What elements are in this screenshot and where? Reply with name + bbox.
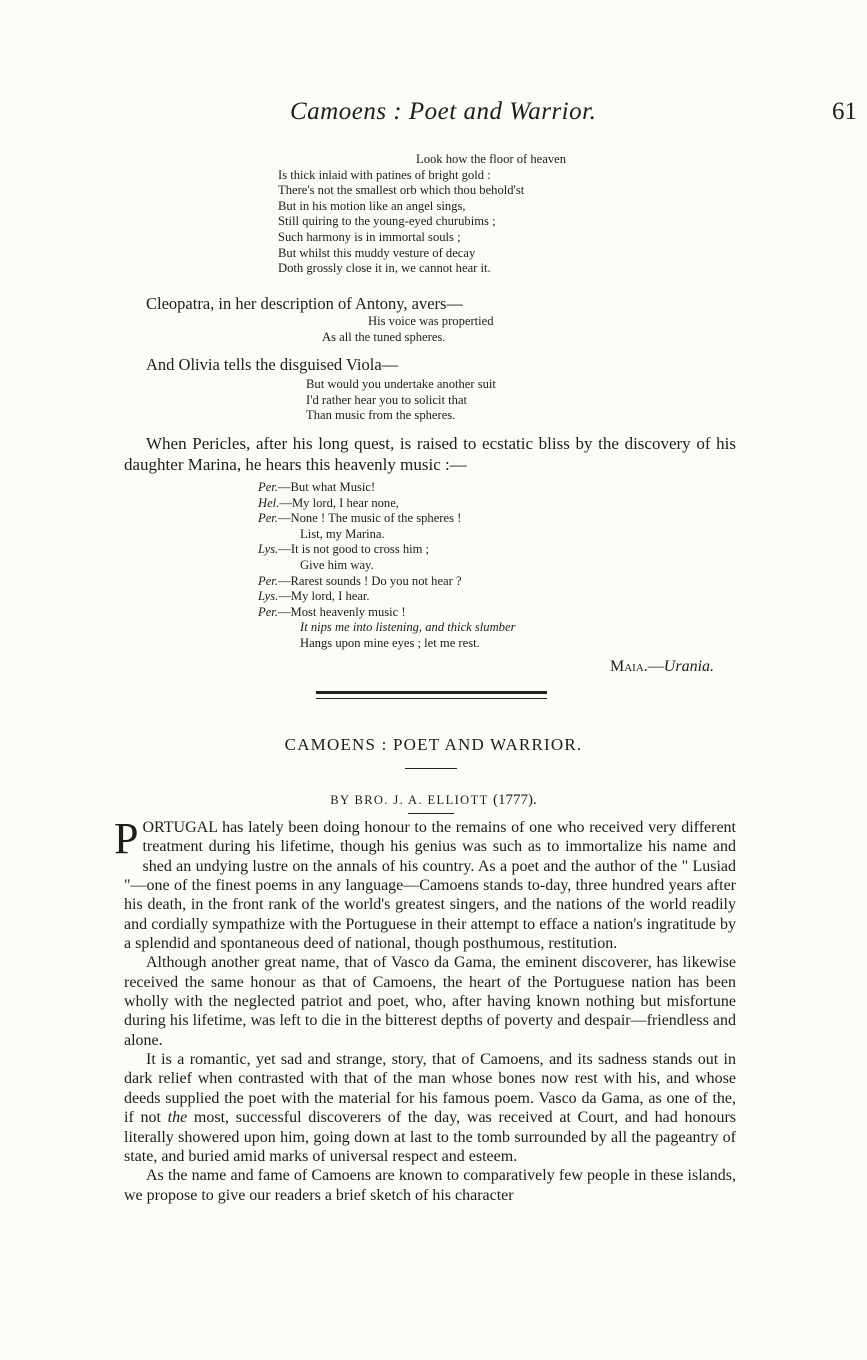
emphasis-text: the <box>167 1109 188 1127</box>
poem-line: But whilst this muddy vesture of decay <box>278 245 476 260</box>
speaker: Lys. <box>258 542 279 557</box>
dialogue-line <box>258 605 515 621</box>
speaker: Hel. <box>258 495 280 510</box>
page-number: 61 <box>832 98 857 125</box>
speaker: Per. <box>258 480 278 494</box>
olivia-intro: And Olivia tells the disguised Viola— <box>146 355 399 374</box>
dialogue-text: —Most heavenly music ! <box>277 604 406 619</box>
poem-line: Doth grossly close it in, we cannot hear it. <box>278 261 491 276</box>
dialogue-line <box>258 636 515 652</box>
quote-line: His voice was propertied <box>368 314 494 328</box>
article-paragraph <box>114 814 736 953</box>
dialogue-line <box>258 620 515 636</box>
speaker: Per. <box>258 604 278 619</box>
byline-text: BY BRO. J. A. ELLIOTT <box>330 793 489 807</box>
byline-number: (1777). <box>493 792 537 808</box>
paragraph-text: It is a romantic, yet sad and strange, story, that of Camoens, and its sadness stands out in dark relief when contrasted with that of the man whose bones now rest with his, and whose deeds supplied the poet with the material for his famous poem. Vasco da Gama, as one of the, if not <box>124 1051 736 1127</box>
running-header-title: Camoens : Poet and Warrior. <box>290 98 597 125</box>
poem-line: There's not the smallest orb which thou behold'st <box>278 183 525 198</box>
signature-work: Urania. <box>663 658 715 675</box>
quote-signature <box>610 658 714 676</box>
title-rule <box>405 768 457 769</box>
signature-author: Maia. <box>610 658 648 675</box>
olivia-quote <box>306 377 496 424</box>
article-paragraph <box>124 1050 736 1166</box>
dialogue-line <box>258 527 515 543</box>
dialogue-text: Hangs upon mine eyes ; let me rest. <box>300 635 480 650</box>
dialogue-text: —But what Music! <box>277 480 376 494</box>
signature-dash: — <box>647 658 664 675</box>
dialogue-line <box>258 480 515 496</box>
dialogue-line <box>258 574 515 590</box>
paragraph-text: ORTUGAL has lately been doing honour to the remains of one who received very different treatment during his lifetime, though his genius was such as to immortalize his name and shed an undying lustre on the annals of his country. As a poet and the author of the " Lusiad "—one of the finest poems in any language—Camoens stands to-day, three hundred years after his death, in the front rank of the world's greatest singers, and the nations of the world readily and cordially sympathize with the Portuguese in their attempt to efface a nation's ingratitude by a splendid and spontaneous deed of national, though posthumous, restitution. <box>124 819 736 953</box>
paragraph-text: most, successful discoverers of the day, was received at Court, and had honours literally showered upon him, going down at last to the tomb surrounded by all the pageantry of state, and buried amid marks of universal respect and esteem. <box>124 1109 737 1165</box>
poem-line: Still quiring to the young-eyed churubims ; <box>278 214 496 229</box>
article-paragraph: Although another great name, that of Vasco da Gama, the eminent discoverer, has likewise received the same honour as that of Camoens, the heart of the Portuguese nation has been wholly with the neglected patriot and poet, who, after having known nothing but misfortune during his lifetime, was left to die in the bitterest depths of poverty and despair—friendless and alone. <box>124 954 736 1049</box>
section-divider-thin <box>316 698 547 699</box>
poem-line: Look how the floor of heaven <box>416 152 567 166</box>
pericles-dialogue <box>258 480 515 652</box>
dialogue-text: —My lord, I hear. <box>278 589 370 604</box>
dialogue-line <box>258 558 515 574</box>
poem-line: But in his motion like an angel sings, <box>278 198 466 213</box>
quote-line: I'd rather hear you to solicit that <box>306 392 468 407</box>
cleopatra-intro: Cleopatra, in her description of Antony, avers— <box>146 294 463 313</box>
dialogue-line <box>258 511 515 527</box>
dialogue-text: —Rarest sounds ! Do you not hear ? <box>277 573 462 588</box>
dialogue-text: Give him way. <box>300 557 374 572</box>
article-body <box>114 814 737 1205</box>
article-byline <box>0 792 867 809</box>
article-paragraph: As the name and fame of Camoens are known to comparatively few people in these islands, we propose to give our readers a brief sketch of his character <box>124 1167 736 1204</box>
poem-line: Such harmony is in immortal souls ; <box>278 229 461 244</box>
dialogue-line <box>258 589 515 605</box>
quote-line: As all the tuned spheres. <box>322 329 446 344</box>
pericles-intro: When Pericles, after his long quest, is raised to ecstatic bliss by the discovery of his daughter Marina, he hears this heavenly music :— <box>124 434 736 474</box>
poem-line: Is thick inlaid with patines of bright gold : <box>278 167 491 182</box>
dialogue-line <box>258 496 515 512</box>
poem-quote-floor-of-heaven <box>278 152 566 277</box>
quote-line: But would you undertake another suit <box>306 377 496 391</box>
dialogue-text: List, my Marina. <box>300 526 385 541</box>
speaker: Per. <box>258 573 278 588</box>
speaker: Per. <box>258 511 278 526</box>
dialogue-text: —My lord, I hear none, <box>279 495 399 510</box>
dialogue-text: —It is not good to cross him ; <box>278 542 430 557</box>
speaker: Lys. <box>258 589 279 604</box>
cleopatra-quote <box>322 314 494 345</box>
byline-rule <box>408 813 454 814</box>
drop-cap: P <box>114 814 139 863</box>
dialogue-text: It nips me into listening, and thick slumber <box>300 620 516 635</box>
section-divider-thick <box>316 691 547 694</box>
dialogue-text: —None ! The music of the spheres ! <box>277 511 462 526</box>
article-title: CAMOENS : POET AND WARRIOR. <box>284 735 583 754</box>
quote-line: Than music from the spheres. <box>306 408 456 423</box>
dialogue-line <box>258 542 515 558</box>
